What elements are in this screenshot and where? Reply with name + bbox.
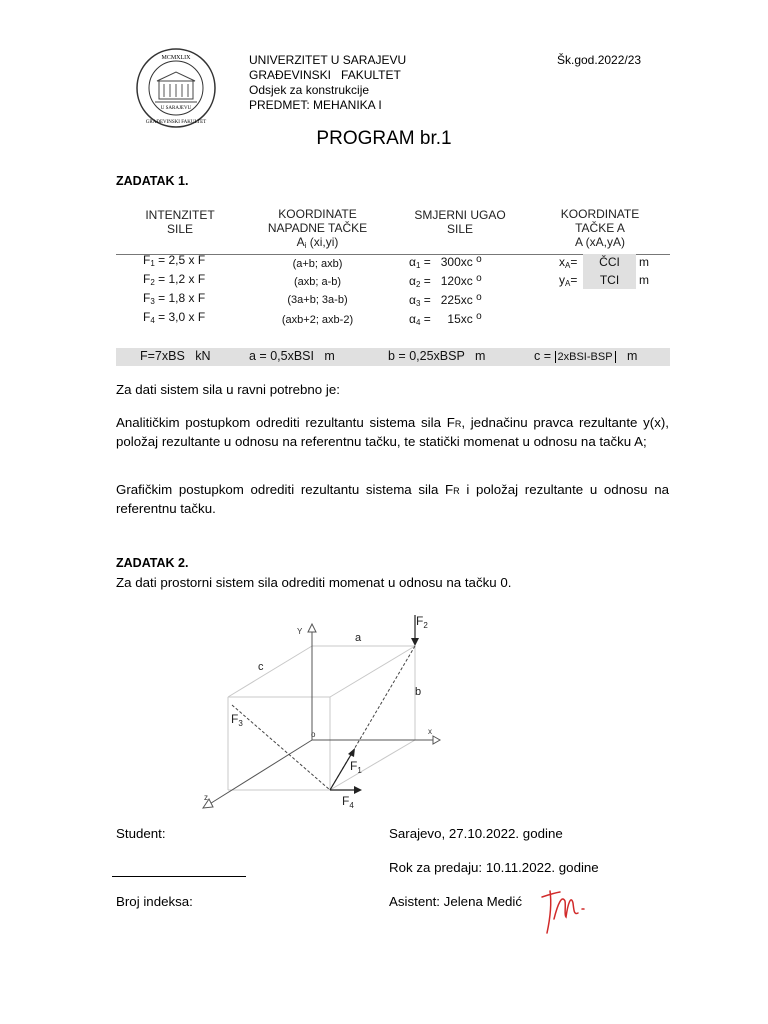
student-signature-line [112, 876, 246, 877]
dim-b-label: b [415, 686, 422, 698]
force-diagram-svg [190, 610, 450, 825]
subject-name: PREDMET: MEHANIKA I [249, 98, 382, 112]
point-a-x-value: ČCI [583, 254, 636, 271]
svg-text:MCMXLIX: MCMXLIX [161, 55, 191, 61]
dim-a-label: a [355, 632, 362, 644]
x-axis-label: x [428, 727, 432, 736]
task1-graphic-text: Grafičkim postupkom odrediti rezultantu sistema sila FR i položaj rezultante u odnosu na referentnu tačku. [116, 482, 669, 516]
col-header-angle: SMJERNI UGAO SILE [414, 208, 506, 236]
f2-label: $F_2$ [416, 614, 428, 630]
svg-text:GRAĐEVINSKI FAKULTET: GRAĐEVINSKI FAKULTET [145, 120, 207, 125]
student-label: Student: [116, 826, 166, 841]
force-row-1: $F_1 = 2,5$ x F [143, 253, 206, 268]
signature-graphic [538, 883, 593, 938]
page-title: PROGRAM br.1 [316, 128, 452, 149]
angle-row-4: $\alpha_4$ = 15xc $^o$ [409, 311, 482, 327]
force-diagram [190, 610, 450, 825]
param-f: F=7xBS kN [140, 349, 211, 363]
param-a: a = 0,5xBSI m [249, 349, 335, 363]
force-row-3: $F_3 = 1,8$ x F [143, 291, 206, 306]
header-block [249, 53, 406, 113]
coord-row-3: (3a+b; 3a-b) [287, 294, 348, 306]
university-name: UNIVERZITET U SARAJEVU [249, 53, 407, 67]
deadline-text: Rok za predaju: 10.11.2022. godine [389, 860, 599, 875]
seal-graphic [135, 47, 217, 129]
col-header-coordinates: KOORDINATE NAPADNE TAČKE $A_i$ (xi,yi) [267, 207, 368, 250]
faculty-name: GRAĐEVINSKI FAKULTET [249, 68, 401, 82]
y-axis-label: Y [297, 627, 303, 636]
faculty-seal [135, 47, 217, 129]
point-a-x-unit: m [639, 255, 649, 269]
col-header-point-a: KOORDINATE TAČKE A A (xA,yA) [560, 207, 640, 249]
origin-label: o [311, 730, 316, 739]
assistant-signature [538, 883, 593, 938]
dim-c-label: c [258, 661, 264, 673]
school-year: Šk.god.2022/23 [557, 53, 642, 67]
assistant-text: Asistent: Jelena Medić [389, 894, 523, 909]
f4-label: $F_4$ [342, 794, 354, 810]
col-header-intensity: INTENZITET SILE [145, 208, 215, 236]
f1-label: $F_1$ [350, 759, 362, 775]
force-row-4: $F_4 = 3,0$ x F [143, 310, 206, 325]
point-a-y-value: TCI [583, 271, 636, 289]
coord-row-4: (axb+2; axb-2) [281, 314, 354, 326]
task2-heading: ZADATAK 2. [116, 556, 189, 570]
angle-row-2: $\alpha_2 = 120xc$ $^o$ [409, 273, 482, 289]
angle-row-3: $\alpha_3 = 225xc$ $^o$ [409, 292, 482, 308]
task1-heading: ZADATAK 1. [116, 174, 189, 188]
param-c: c = 2xBSI-BSP m [534, 349, 638, 363]
angle-row-1: $\alpha_1 = 300xc$ $^o$ [409, 254, 482, 270]
point-a-x-label: $x_A=$ [559, 255, 578, 270]
task1-analytic-text: Analitičkim postupkom odrediti rezultantu sistema sila FR, jednačinu pravca rezultante y(x), položaj rezultante u odnosu na referentnu tačku, te statički momenat u odnosu na tačku A; [116, 415, 669, 449]
coord-row-1: (a+b; axb) [292, 258, 343, 270]
force-row-2: $F_2 = 1,2$ x F [143, 272, 206, 287]
z-axis-label: z [204, 793, 208, 802]
point-a-y-unit: m [639, 273, 649, 287]
index-label: Broj indeksa: [116, 894, 193, 909]
task1-intro: Za dati sistem sila u ravni potrebno je: [116, 382, 340, 397]
department-name: Odsjek za konstrukcije [249, 83, 370, 97]
date-text: Sarajevo, 27.10.2022. godine [389, 826, 563, 841]
coord-row-2: (axb; a-b) [293, 276, 342, 288]
point-a-y-label: $y_A=$ [559, 273, 578, 288]
f3-label: $F_3$ [231, 712, 243, 728]
task2-text: Za dati prostorni sistem sila odrediti momenat u odnosu na tačku 0. [116, 575, 512, 590]
param-b: b = 0,25xBSP m [388, 349, 486, 363]
param-c-value: 2xBSI-BSP [555, 351, 616, 363]
svg-text:U SARAJEVU: U SARAJEVU [160, 106, 192, 111]
